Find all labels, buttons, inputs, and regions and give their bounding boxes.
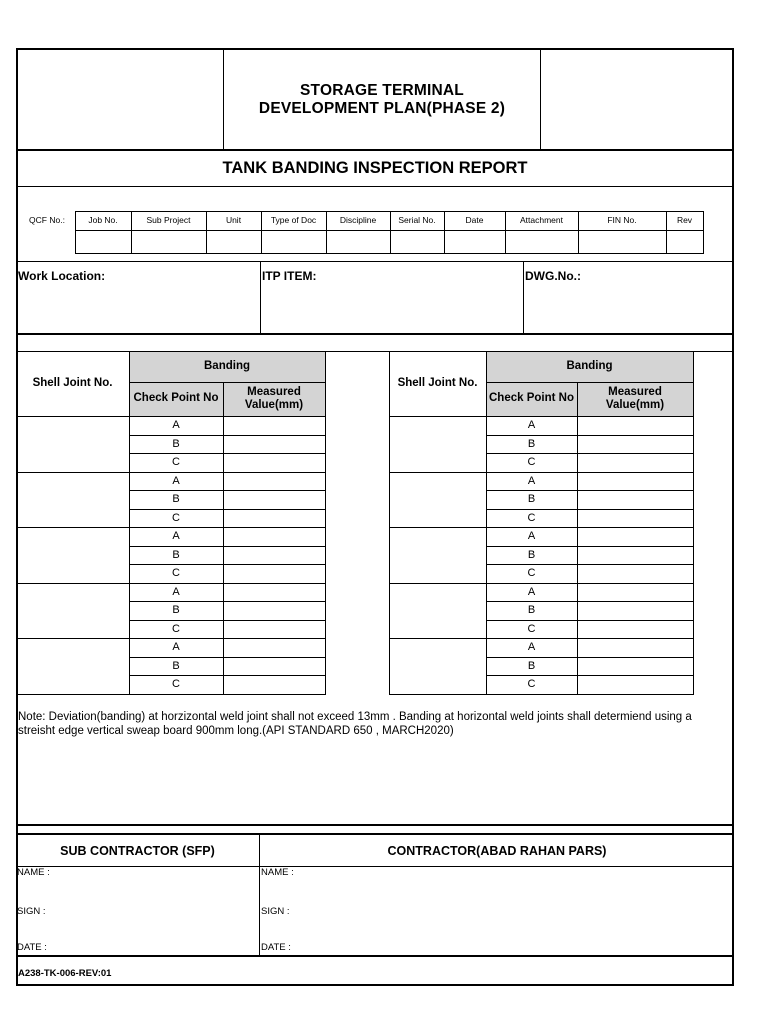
- report-title: TANK BANDING INSPECTION REPORT: [222, 159, 528, 178]
- right-measured-value-cell[interactable]: [578, 436, 693, 454]
- right-shell-joint-header: Shell Joint No.: [397, 377, 478, 390]
- right-check-point-cell: C: [527, 512, 536, 525]
- left-check-point-cell: C: [172, 678, 180, 691]
- left-measured-value-cell[interactable]: [224, 658, 325, 676]
- qcf-value-cell[interactable]: [506, 231, 578, 253]
- right-measured-value-cell[interactable]: [578, 510, 693, 528]
- right-shell-joint-cell[interactable]: [390, 639, 486, 694]
- right-check-point-cell: A: [527, 641, 536, 654]
- work-location-label: Work Location:: [18, 269, 106, 283]
- left-banding-header: Banding: [204, 360, 250, 373]
- right-measured-value-cell[interactable]: [578, 639, 693, 657]
- right-shell-joint-cell[interactable]: [390, 584, 486, 639]
- right-check-point-cell: A: [527, 530, 536, 543]
- right-banding-header: Banding: [566, 360, 613, 373]
- left-check-point-cell: A: [172, 475, 180, 488]
- left-measured-value-cell[interactable]: [224, 473, 325, 491]
- qcf-column-header: Date: [465, 214, 484, 225]
- right-measured-value-cell[interactable]: [578, 621, 693, 639]
- logo-box-right: [541, 50, 732, 149]
- left-measured-value-cell[interactable]: [224, 510, 325, 528]
- right-check-point-cell: C: [527, 567, 536, 580]
- right-check-point-header: Check Point No: [489, 392, 574, 405]
- qcf-column-header: Rev: [676, 214, 693, 225]
- left-measured-value-cell[interactable]: [224, 639, 325, 657]
- right-measured-value-cell[interactable]: [578, 658, 693, 676]
- sub-contractor-name-label: NAME :: [17, 867, 50, 878]
- qcf-column-header: Type of Doc: [270, 214, 317, 225]
- left-shell-joint-cell[interactable]: [17, 417, 129, 472]
- itp-item-label: ITP ITEM:: [262, 269, 317, 283]
- qcf-value-cell[interactable]: [327, 231, 390, 253]
- dwg-no-label: DWG.No.:: [525, 269, 581, 283]
- qcf-column-header: Attachment: [520, 214, 563, 225]
- left-check-point-cell: C: [172, 512, 180, 525]
- right-measured-value-cell[interactable]: [578, 565, 693, 583]
- right-check-point-cell: B: [527, 493, 536, 506]
- left-check-point-cell: C: [172, 567, 180, 580]
- sub-contractor-sign-label: SIGN :: [17, 906, 46, 917]
- right-measured-value-cell[interactable]: [578, 454, 693, 472]
- left-shell-joint-header: Shell Joint No.: [32, 377, 113, 390]
- qcf-value-cell[interactable]: [391, 231, 444, 253]
- logo-box-left: [18, 50, 223, 149]
- note-text: Note: Deviation(banding) at horzizontal weld joint shall not exceed 13mm . Banding at horizontal weld joints shall determiend using a streisht edge vertical sweap board 900mm long.(API STANDARD 650 , MARCH2020): [18, 711, 692, 737]
- left-measured-value-cell[interactable]: [224, 602, 325, 620]
- left-check-point-cell: B: [172, 660, 180, 673]
- project-title-line1: STORAGE TERMINAL: [300, 82, 464, 100]
- qcf-label: QCF No.:: [29, 214, 65, 225]
- qcf-value-cell[interactable]: [207, 231, 261, 253]
- right-shell-joint-cell[interactable]: [390, 417, 486, 472]
- qcf-column-header: Sub Project: [146, 214, 191, 225]
- right-measured-value-cell[interactable]: [578, 417, 693, 435]
- left-check-point-cell: C: [172, 456, 180, 469]
- left-check-point-cell: A: [172, 530, 180, 543]
- left-check-point-cell: A: [172, 586, 180, 599]
- qcf-column-header: Job No.: [88, 214, 118, 225]
- right-shell-joint-cell[interactable]: [390, 528, 486, 583]
- right-check-point-cell: C: [527, 456, 536, 469]
- qcf-value-cell[interactable]: [132, 231, 206, 253]
- left-check-point-cell: A: [172, 641, 180, 654]
- left-check-point-cell: C: [172, 623, 180, 636]
- left-shell-joint-cell[interactable]: [17, 639, 129, 694]
- right-measured-value-cell[interactable]: [578, 676, 693, 694]
- left-measured-value-cell[interactable]: [224, 584, 325, 602]
- contractor-date-label: DATE :: [261, 942, 291, 953]
- left-measured-value-cell[interactable]: [224, 565, 325, 583]
- right-measured-value-cell[interactable]: [578, 473, 693, 491]
- right-check-point-cell: A: [527, 586, 536, 599]
- left-check-point-cell: B: [172, 549, 180, 562]
- right-check-point-cell: C: [527, 623, 536, 636]
- right-check-point-cell: B: [527, 549, 536, 562]
- right-check-point-cell: B: [527, 604, 536, 617]
- contractor-name-label: NAME :: [261, 867, 294, 878]
- left-measured-value-cell[interactable]: [224, 621, 325, 639]
- left-check-point-cell: B: [172, 493, 180, 506]
- qcf-column-header: Discipline: [339, 214, 377, 225]
- left-measured-value-header: Measured Value(mm): [244, 385, 304, 411]
- sub-contractor-header: SUB CONTRACTOR (SFP): [60, 843, 215, 858]
- left-measured-value-cell[interactable]: [224, 417, 325, 435]
- qcf-value-cell[interactable]: [76, 231, 131, 253]
- qcf-value-cell[interactable]: [667, 231, 703, 253]
- right-measured-value-cell[interactable]: [578, 584, 693, 602]
- left-check-point-cell: B: [172, 604, 180, 617]
- qcf-column-header: FIN No.: [607, 214, 637, 225]
- contractor-header: CONTRACTOR(ABAD RAHAN PARS): [387, 843, 607, 858]
- left-measured-value-cell[interactable]: [224, 454, 325, 472]
- sub-contractor-date-label: DATE :: [17, 942, 47, 953]
- left-measured-value-cell[interactable]: [224, 491, 325, 509]
- left-check-point-cell: A: [172, 419, 180, 432]
- right-check-point-cell: A: [527, 419, 536, 432]
- right-check-point-cell: B: [527, 660, 536, 673]
- project-title-line2: DEVELOPMENT PLAN(PHASE 2): [258, 100, 506, 117]
- qcf-value-cell[interactable]: [262, 231, 326, 253]
- left-measured-value-cell[interactable]: [224, 676, 325, 694]
- qcf-value-cell[interactable]: [445, 231, 505, 253]
- right-measured-value-cell[interactable]: [578, 528, 693, 546]
- left-check-point-header: Check Point No: [133, 392, 219, 405]
- qcf-column-header: Unit: [225, 214, 242, 225]
- right-check-point-cell: A: [527, 475, 536, 488]
- contractor-sign-label: SIGN :: [261, 906, 290, 917]
- left-measured-value-cell[interactable]: [224, 528, 325, 546]
- right-check-point-cell: C: [527, 678, 536, 691]
- qcf-column-header: Serial No.: [398, 214, 436, 225]
- right-measured-value-cell[interactable]: [578, 602, 693, 620]
- project-title: [224, 60, 540, 140]
- left-check-point-cell: B: [172, 438, 180, 451]
- right-measured-value-cell[interactable]: [578, 547, 693, 565]
- qcf-value-cell[interactable]: [579, 231, 666, 253]
- right-measured-value-cell[interactable]: [578, 491, 693, 509]
- right-check-point-cell: B: [527, 438, 536, 451]
- left-shell-joint-cell[interactable]: [17, 473, 129, 528]
- left-measured-value-cell[interactable]: [224, 436, 325, 454]
- left-measured-value-cell[interactable]: [224, 547, 325, 565]
- left-shell-joint-cell[interactable]: [17, 528, 129, 583]
- form-code: A238-TK-006-REV:01: [18, 968, 112, 979]
- right-measured-value-header: Measured Value(mm): [605, 385, 665, 411]
- right-shell-joint-cell[interactable]: [390, 473, 486, 528]
- left-shell-joint-cell[interactable]: [17, 584, 129, 639]
